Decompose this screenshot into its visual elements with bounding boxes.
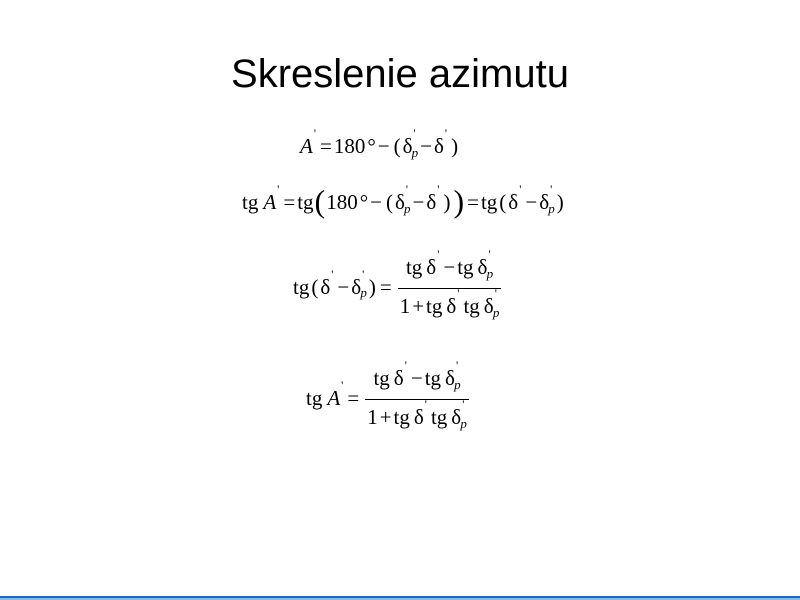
delta-symbol: δ [426,255,437,279]
prime-mark: ' [455,358,459,372]
fraction-bar [398,288,502,289]
minus-sign: − [377,134,390,158]
prime-mark: ' [341,377,344,392]
tg-function: tg [430,405,448,429]
prime-mark: ' [405,182,409,196]
fraction-numerator [404,247,495,282]
prime-mark: ' [424,397,427,411]
angle-value: 180 [333,134,366,158]
prime-mark: ' [494,286,497,300]
minus-sign: − [420,134,433,158]
number-one: 1 [367,405,378,429]
tg-function: tg [242,190,259,214]
delta-symbol: δ [426,190,437,214]
fraction-bar [365,399,469,400]
left-paren: ( [311,274,319,299]
slide-title: Skreslenie azimutu [231,52,569,96]
delta-symbol: δ [477,255,488,279]
fraction-denominator [398,286,502,320]
tg-function: tg [297,190,314,214]
delta-symbol: δ [320,274,331,299]
subscript-p: p [404,200,411,216]
equals-sign: = [379,274,392,299]
subscript-p: p [360,285,367,300]
minus-sign: − [525,190,538,214]
delta-symbol: δ [483,294,494,318]
subscript-p: p [492,304,500,320]
right-big-paren: ) [453,183,465,219]
fraction [398,247,502,320]
prime-mark: ' [404,358,407,372]
equals-sign: = [320,134,332,158]
prime-mark: ' [313,126,316,140]
prime-mark: ' [277,182,280,196]
minus-sign: − [443,255,456,279]
prime-mark: ' [444,126,448,140]
tg-function: tg [426,294,443,318]
right-paren: ) [368,274,376,299]
symbol-A: A [327,385,341,410]
prime-mark: ' [331,266,334,281]
tg-function: tg [293,274,310,299]
right-paren: ) [443,190,451,214]
tg-function: tg [373,366,390,390]
prime-mark: ' [362,266,365,281]
symbol-A: A [300,134,313,158]
angle-value: 180 [326,190,358,214]
prime-mark: ' [462,397,465,411]
minus-sign: − [370,190,382,214]
plus-sign: + [379,405,392,429]
subscript-p: p [454,376,461,392]
subscript-p: p [411,144,419,160]
left-paren: ( [385,190,393,214]
tg-function: tg [306,385,323,410]
delta-symbol: δ [394,190,405,214]
right-paren: ) [451,134,459,158]
equals-sign: = [467,190,479,214]
right-paren: ) [556,190,564,214]
prime-mark: ' [413,126,416,140]
delta-symbol: δ [446,294,457,318]
prime-mark: ' [437,247,440,261]
equation-4 [306,358,469,431]
prime-mark: ' [437,182,440,196]
equals-sign: = [347,385,360,410]
delta-symbol: δ [434,134,444,158]
tg-function: tg [457,255,474,279]
left-paren: ( [499,190,507,214]
tg-function: tg [424,366,442,390]
delta-symbol: δ [445,366,455,390]
delta-symbol: δ [539,190,550,214]
degree-sign: ° [367,134,376,158]
subscript-p: p [548,200,555,216]
minus-sign: − [412,190,425,214]
prime-mark: ' [457,286,460,300]
degree-sign: ° [359,190,369,214]
prime-mark: ' [488,247,491,261]
tg-function: tg [405,255,423,279]
equals-sign: = [283,190,296,214]
delta-symbol: δ [413,405,424,429]
plus-sign: + [412,294,425,318]
tg-function: tg [480,190,498,214]
prime-mark: ' [550,182,553,196]
left-paren: ( [393,134,401,158]
equation-1 [300,126,460,160]
tg-function: tg [393,405,410,429]
left-big-paren: ( [314,183,326,219]
subscript-p: p [460,415,467,431]
equation-3 [293,247,501,320]
delta-symbol: δ [351,274,362,299]
minus-sign: − [410,366,423,390]
tg-function: tg [463,294,480,318]
fraction-denominator [365,397,469,431]
subscript-p: p [486,265,494,281]
delta-symbol: δ [508,190,519,214]
prime-mark: ' [519,182,522,196]
fraction-numerator [371,358,462,393]
number-one: 1 [399,294,411,318]
delta-symbol: δ [393,366,404,390]
delta-symbol: δ [451,405,462,429]
delta-symbol: δ [402,134,413,158]
minus-sign: − [337,274,350,299]
fraction [365,358,469,431]
symbol-A: A [263,190,277,214]
equation-2 [242,182,566,219]
